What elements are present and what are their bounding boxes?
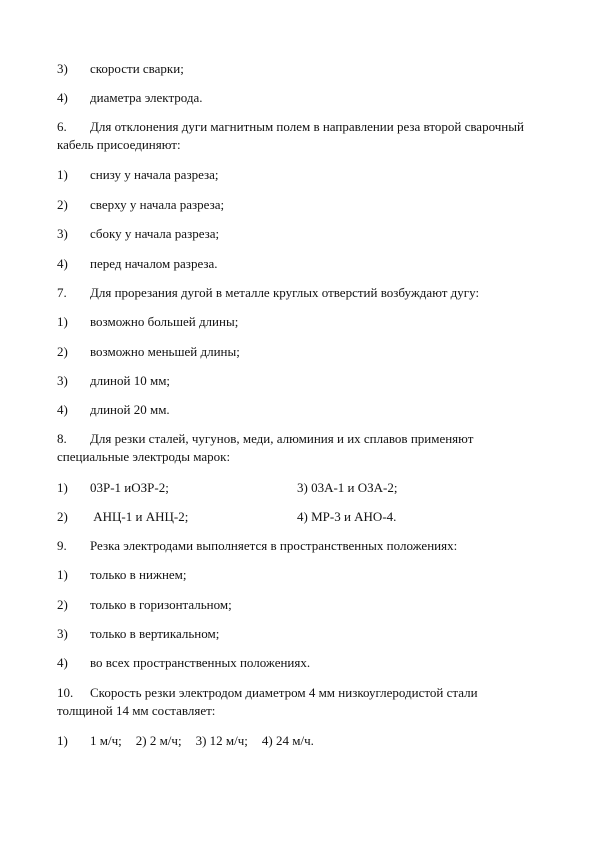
answer-option: 3) 12 м/ч; (195, 733, 248, 748)
answer-line: 2) сверху у начала разреза; (57, 197, 225, 212)
answer-line: 2) только в горизонтальном; (57, 597, 232, 612)
answer-line: 2) возможно меньшей длины; (57, 344, 240, 359)
answer-line: 4) во всех пространственных положениях. (57, 655, 311, 670)
answer-line: 1) снизу у начала разреза; (57, 167, 219, 182)
answer-option-col2: 3) 03А-1 и ОЗА-2; (297, 480, 398, 495)
question-line: 7. Для прорезания дугой в металле круглых отверстий возбуждают дугу: (57, 285, 480, 300)
answer-option: 2) 2 м/ч; (135, 733, 182, 748)
answer-line: 2) АНЦ-1 и АНЦ-2; 4) МР-3 и АНО-4. (57, 509, 397, 524)
answer-line: 3) только в вертикальном; (57, 626, 220, 641)
answer-line: 3) длиной 10 мм; (57, 373, 171, 388)
answer-line: 1) 1 м/ч; 2) 2 м/ч; 3) 12 м/ч; 4) 24 м/ч. (57, 733, 314, 748)
answer-line: 4) перед началом разреза. (57, 256, 218, 271)
question-continuation: толщиной 14 мм составляет: (57, 703, 216, 718)
question-line: 10. Скорость резки электродом диаметром 4 мм низкоуглеродистой стали (57, 685, 478, 700)
question-line: 9. Резка электродами выполняется в пространственных положениях: (57, 538, 458, 553)
answer-line: 4) длиной 20 мм. (57, 402, 170, 417)
answer-line: 4) диаметра электрода. (57, 90, 203, 105)
question-continuation: кабель присоединяют: (57, 137, 181, 152)
question-line: 6. Для отклонения дуги магнитным полем в направлении реза второй сварочный (57, 119, 524, 134)
answer-line: 3) сбоку у начала разреза; (57, 226, 220, 241)
answer-line: 1) возможно большей длины; (57, 314, 239, 329)
answer-line: 1) 03Р-1 иОЗР-2; 3) 03А-1 и ОЗА-2; (57, 480, 398, 495)
answer-line: 1) только в нижнем; (57, 567, 187, 582)
answer-option: 4) 24 м/ч. (261, 733, 314, 748)
answer-line: 3) скорости сварки; (57, 61, 184, 76)
answer-option-col2: 4) МР-3 и АНО-4. (297, 509, 397, 524)
question-continuation: специальные электроды марок: (57, 449, 231, 464)
question-line: 8. Для резки сталей, чугунов, меди, алюминия и их сплавов применяют (57, 431, 474, 446)
